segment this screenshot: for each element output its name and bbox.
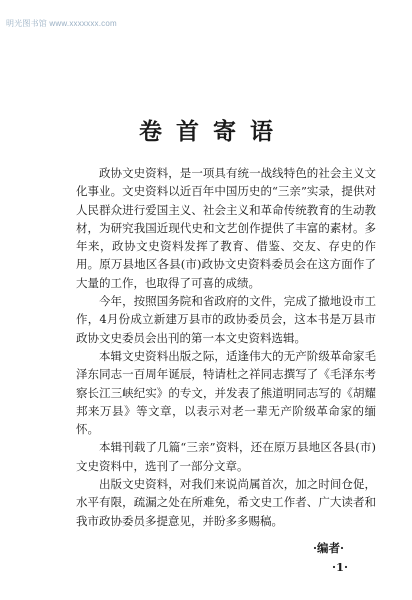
watermark-text: 明光图书馆 www.xxxxxxx.com: [6, 19, 117, 28]
page-number: ·1·: [332, 560, 349, 574]
paragraph-2: 今年，按照国务院和省政府的文件，完成了撤地设市工作，4月份成立新建万县市的政协委员会，这本书是万县市政协文史委员会出刊的第一本文史资料选辑。: [76, 294, 376, 345]
page-title: 卷首寄语: [139, 118, 287, 145]
paragraph-1: 政协文史资料，是一项具有统一战线特色的社会主义文化事业。文史资料以近百年中国历史的“三亲”实录，提供对人民群众进行爱国主义、社会主义和革命传统教育的生动教材，为研究我国近现代史和文艺创作提供了丰富的素材。多年来，政协文史资料发挥了教育、借鉴、交友、存史的作用。原万县地区各县(市)政协文史资料委员会在这方面作了大量的工作，也取得了可喜的成绩。: [76, 166, 376, 290]
editor-signature: ·编者·: [313, 541, 345, 555]
paragraph-5: 出版文史资料，对我们来说尚属首次，加之时间仓促，水平有限，疏漏之处在所难免，希文史工作者、广大读者和我市政协委员多提意见，并盼多多赐稿。: [76, 477, 376, 528]
body-text: [76, 164, 376, 530]
paragraph-4: 本辑刊载了几篇“三亲”资料，还在原万县地区各县(市)文史资料中，选刊了一部分文章。: [76, 440, 376, 473]
paragraph-3: 本辑文史资料出版之际，适逢伟大的无产阶级革命家毛泽东同志一百周年诞辰，特请杜之祥同志撰写了《毛泽东考察长江三峡纪实》的专文，并发表了熊道明同志写的《胡耀邦来万县》等文章，以表示对老一辈无产阶级革命家的缅怀。: [76, 348, 376, 437]
